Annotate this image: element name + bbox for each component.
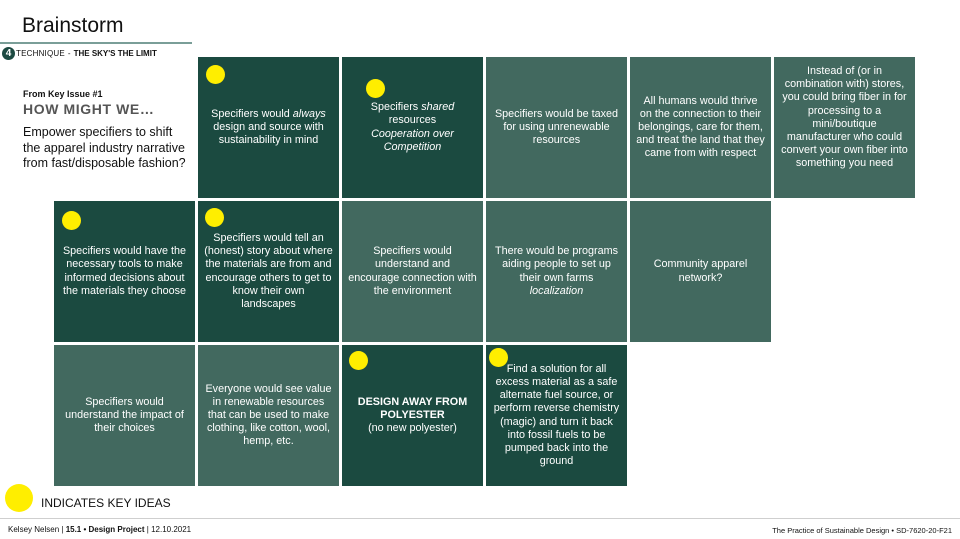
technique-prefix: TECHNIQUE	[16, 49, 65, 58]
idea-card: Specifiers would have the necessary tools to make informed decisions about the materials they choose	[54, 201, 195, 342]
footer-divider	[0, 518, 960, 519]
idea-card: Specifiers would always design and source with sustainability in mind	[198, 57, 339, 198]
key-idea-dot	[62, 211, 81, 230]
idea-card: Specifiers would be taxed for using unrenewable resources	[486, 57, 627, 198]
footer-author: Kelsey Nelsen	[8, 525, 60, 534]
key-idea-dot	[366, 79, 385, 98]
key-idea-dot	[205, 208, 224, 227]
legend-key-idea-dot	[5, 484, 33, 512]
idea-card: Specifiers would tell an (honest) story about where the materials are from and encourage others to get to know their own landscapes	[198, 201, 339, 342]
footer-credits	[8, 525, 191, 534]
key-idea-dot	[206, 65, 225, 84]
technique-separator: -	[67, 49, 71, 58]
footer-date: 12.10.2021	[151, 525, 192, 534]
key-issue-label: From Key Issue #1	[23, 89, 103, 99]
legend-label: INDICATES KEY IDEAS	[41, 496, 171, 510]
idea-card: Specifiers shared resources Cooperation over Competition	[342, 57, 483, 198]
footer-separator: |	[146, 525, 149, 534]
idea-card: Find a solution for all excess material as a safe alternate fuel source, or perform reverse chemistry (magic) and turn it back into fossil fuels to be pumped back into the ground	[486, 345, 627, 486]
idea-card: DESIGN AWAY FROM POLYESTER (no new polyester)	[342, 345, 483, 486]
idea-card: Specifiers would understand the impact of their choices	[54, 345, 195, 486]
title-divider	[0, 42, 192, 44]
idea-card: There would be programs aiding people to set up their own farms localization	[486, 201, 627, 342]
footer-project: 15.1 • Design Project	[65, 525, 145, 534]
technique-number-badge: 4	[2, 47, 15, 60]
key-idea-dot	[349, 351, 368, 370]
idea-card: Instead of (or in combination with) stores, you could bring fiber in for processing to a mini/boutique manufacturer who could convert your own fiber into something you need	[774, 57, 915, 198]
idea-card: All humans would thrive on the connection to their belongings, care for them, and treat the land that they came from with respect	[630, 57, 771, 198]
key-idea-dot	[489, 348, 508, 367]
idea-card: Specifiers would understand and encourage connection with the environment	[342, 201, 483, 342]
idea-card: Everyone would see value in renewable resources that can be used to make clothing, like cotton, wool, hemp, etc.	[198, 345, 339, 486]
idea-card: Community apparel network?	[630, 201, 771, 342]
how-might-we-heading: HOW MIGHT WE…	[23, 101, 155, 117]
technique-name: THE SKY'S THE LIMIT	[73, 49, 157, 58]
page-title: Brainstorm	[22, 14, 124, 37]
footer-separator: |	[61, 525, 64, 534]
technique-label	[2, 47, 157, 60]
footer-course: The Practice of Sustainable Design • SD-7620-20-F21	[772, 526, 952, 535]
prompt-question: Empower specifiers to shift the apparel industry narrative from fast/disposable fashion?	[23, 125, 186, 171]
